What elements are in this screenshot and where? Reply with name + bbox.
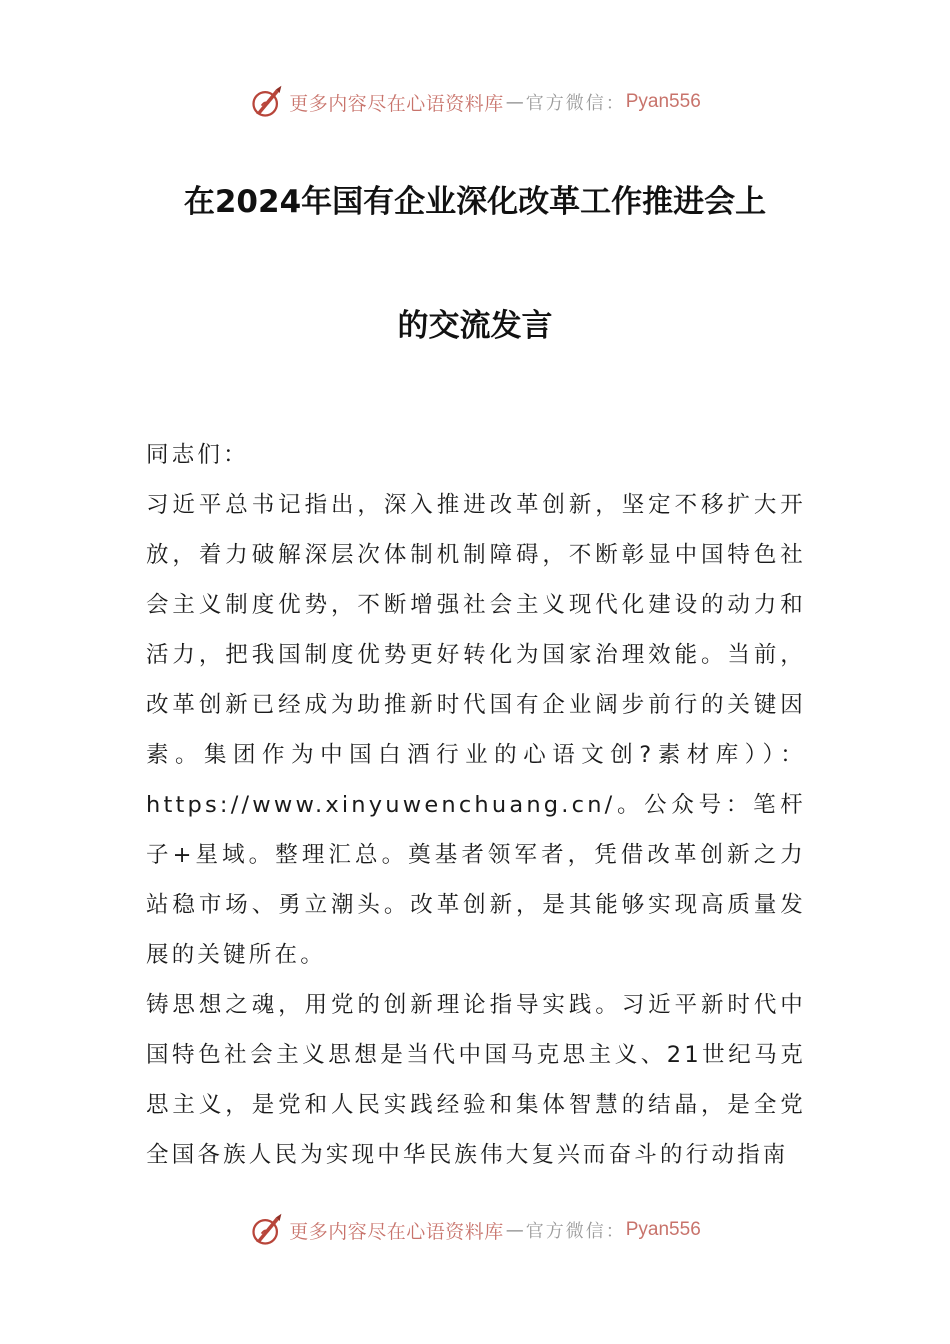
watermark-contact-label: 官方微信： bbox=[525, 93, 626, 114]
header-watermark bbox=[0, 80, 950, 124]
watermark-wechat-id: Pyan556 bbox=[625, 1219, 701, 1240]
body-paragraph: 铸思想之魂，用党的创新理论指导实践。习近平新时代中国特色社会主义思想是当代中国马克思主义、21世纪马克思主义，是党和人民实践经验和集体智慧的结晶，是全党全国各族人民为实现中华民族伟大复兴而奋斗的行动指南 bbox=[146, 992, 806, 1168]
watermark-contact-label: 官方微信： bbox=[525, 1221, 626, 1242]
watermark-separator: — bbox=[505, 1219, 524, 1241]
body-paragraph: 习近平总书记指出，深入推进改革创新，坚定不移扩大开放，着力破解深层次体制机制障碍，不断彰显中国特色社会主义制度优势，不断增强社会主义现代化建设的动力和活力，把我国制度优势更好转化为国家治理效能。当前，改革创新已经成为助推新时代国有企业阔步前行的关键因素。集团作为中国白酒行业的心语文创?素材库））：https://www.xinyuwenchuang.cn/。公众号：笔杆子+星域。整理汇总。奠基者领军者，凭借改革创新之力站稳市场、勇立潮头。改革创新，是其能够实现高质量发展的关键所在。 bbox=[146, 492, 806, 968]
quill-seal-icon bbox=[249, 84, 285, 120]
watermark-separator: — bbox=[505, 91, 524, 113]
footer-watermark bbox=[0, 1208, 950, 1252]
document-title-line2: 的交流发言 bbox=[397, 308, 553, 344]
watermark-brand: 更多内容尽在心语资料库 bbox=[289, 1220, 504, 1243]
watermark-wechat-id: Pyan556 bbox=[625, 91, 701, 112]
salutation: 同志们： bbox=[146, 442, 249, 468]
document-title-line1: 在2024年国有企业深化改革工作推进会上 bbox=[183, 184, 767, 220]
watermark-brand: 更多内容尽在心语资料库 bbox=[289, 92, 504, 115]
document-body bbox=[146, 430, 806, 1180]
quill-seal-icon bbox=[249, 1212, 285, 1248]
